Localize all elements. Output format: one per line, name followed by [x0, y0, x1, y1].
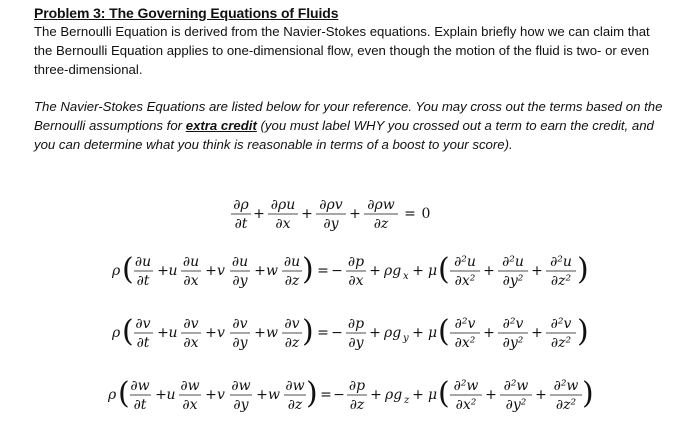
svg-text:∂t: ∂t: [136, 273, 150, 289]
svg-text:μ: μ: [428, 263, 438, 279]
svg-text:+: +: [485, 387, 497, 403]
svg-text:∂v: ∂v: [135, 316, 151, 332]
svg-text:∂w: ∂w: [231, 378, 251, 394]
svg-text:∂z: ∂z: [287, 397, 303, 413]
svg-text:∂w: ∂w: [130, 378, 150, 394]
svg-text:): ): [306, 376, 318, 411]
svg-text:∂v: ∂v: [183, 316, 199, 332]
problem-title: Problem 3: The Governing Equations of Fluids: [34, 5, 339, 21]
svg-text:∂x²: ∂x²: [455, 397, 477, 413]
svg-text:+: +: [256, 387, 268, 403]
svg-text:(: (: [438, 252, 450, 287]
svg-text:∂z²: ∂z²: [555, 397, 577, 413]
extra-credit-emphasis: extra credit: [185, 118, 257, 133]
svg-text:∂²v: ∂²v: [550, 316, 572, 332]
svg-text:0: 0: [421, 206, 431, 222]
svg-text:+: +: [155, 387, 167, 403]
svg-text:∂w: ∂w: [180, 378, 200, 394]
svg-text:μ: μ: [428, 387, 438, 403]
svg-text:+: +: [531, 325, 543, 341]
svg-text:∂y: ∂y: [232, 335, 248, 351]
svg-text:∂ρ: ∂ρ: [233, 197, 249, 213]
svg-text:+: +: [253, 206, 265, 222]
svg-text:): ): [302, 314, 314, 349]
svg-text:∂p: ∂p: [348, 378, 366, 394]
svg-text:u: u: [166, 387, 176, 403]
svg-text:∂x: ∂x: [182, 397, 198, 413]
svg-text:−: −: [331, 263, 343, 279]
note-text-after: (you must label WHY you crossed out a term to earn the credit, and you can determine what you think is reasonable in terms of a boost to your score).: [34, 118, 654, 152]
svg-text:∂ρw: ∂ρw: [367, 197, 395, 213]
svg-text:+: +: [205, 387, 217, 403]
svg-text:+: +: [412, 263, 424, 279]
svg-text:(: (: [122, 314, 134, 349]
svg-text:+: +: [157, 325, 169, 341]
svg-text:∂p: ∂p: [347, 254, 365, 270]
svg-text:∂ρu: ∂ρu: [270, 197, 296, 213]
svg-text:v: v: [217, 263, 225, 279]
svg-text:u: u: [168, 325, 178, 341]
svg-text:): ): [577, 314, 589, 349]
svg-text:∂ρv: ∂ρv: [319, 197, 343, 213]
svg-text:ρg: ρg: [384, 263, 402, 279]
svg-text:+: +: [205, 325, 217, 341]
svg-text:∂x²: ∂x²: [454, 273, 476, 289]
svg-text:=: =: [317, 325, 329, 341]
svg-text:∂²w: ∂²w: [453, 378, 479, 394]
svg-text:∂z²: ∂z²: [550, 273, 572, 289]
svg-text:+: +: [483, 263, 495, 279]
svg-text:∂v: ∂v: [232, 316, 248, 332]
svg-text:∂y²: ∂y²: [502, 335, 524, 351]
svg-text:w: w: [268, 387, 280, 403]
momentum-equation-z: [104, 373, 598, 417]
svg-text:+: +: [205, 263, 217, 279]
momentum-equation-x: [108, 249, 598, 293]
svg-text:∂x: ∂x: [183, 335, 199, 351]
svg-text:w: w: [266, 263, 278, 279]
svg-text:∂u: ∂u: [283, 254, 301, 270]
svg-text:∂y²: ∂y²: [505, 397, 527, 413]
svg-text:∂t: ∂t: [133, 397, 147, 413]
svg-text:=: =: [404, 206, 416, 222]
svg-text:∂x: ∂x: [275, 216, 291, 232]
svg-text:+: +: [531, 263, 543, 279]
svg-text:+: +: [370, 387, 382, 403]
svg-text:−: −: [333, 387, 345, 403]
svg-text:+: +: [483, 325, 495, 341]
svg-text:∂²v: ∂²v: [454, 316, 476, 332]
svg-text:+: +: [349, 206, 361, 222]
svg-text:∂v: ∂v: [284, 316, 300, 332]
svg-text:+: +: [254, 263, 266, 279]
svg-text:(: (: [118, 376, 130, 411]
problem-intro: The Bernoulli Equation is derived from the Navier-Stokes equations. Explain briefly how we can claim that the Bernoulli Equation applies to one-dimensional flow, even though the motion of the fluid is two- or even three-dimensional.: [34, 24, 650, 77]
svg-text:u: u: [168, 263, 178, 279]
svg-text:): ): [582, 376, 594, 411]
svg-text:ρ: ρ: [112, 325, 121, 341]
svg-text:∂t: ∂t: [234, 216, 248, 232]
svg-text:∂x: ∂x: [348, 273, 364, 289]
svg-text:∂w: ∂w: [285, 378, 305, 394]
svg-text:+: +: [369, 325, 381, 341]
svg-text:∂p: ∂p: [347, 316, 365, 332]
svg-text:∂y: ∂y: [232, 273, 248, 289]
svg-text:(: (: [438, 376, 450, 411]
svg-text:∂u: ∂u: [231, 254, 249, 270]
svg-text:∂u: ∂u: [182, 254, 200, 270]
svg-text:∂z: ∂z: [373, 216, 389, 232]
svg-text:(: (: [438, 314, 450, 349]
svg-text:∂z²: ∂z²: [550, 335, 572, 351]
svg-text:ρ: ρ: [112, 263, 121, 279]
svg-text:∂x²: ∂x²: [454, 335, 476, 351]
svg-text:∂²w: ∂²w: [503, 378, 529, 394]
svg-text:∂z: ∂z: [284, 335, 300, 351]
svg-text:ρg: ρg: [384, 325, 402, 341]
svg-text:): ): [577, 252, 589, 287]
svg-text:v: v: [217, 387, 225, 403]
svg-text:(: (: [122, 252, 134, 287]
svg-text:∂u: ∂u: [134, 254, 152, 270]
problem-note: [34, 97, 664, 154]
svg-text:x: x: [403, 271, 409, 282]
svg-text:w: w: [266, 325, 278, 341]
svg-text:μ: μ: [428, 325, 438, 341]
continuity-equation: [230, 192, 450, 236]
svg-text:∂y: ∂y: [323, 216, 339, 232]
svg-text:∂x: ∂x: [183, 273, 199, 289]
svg-text:y: y: [403, 333, 409, 344]
svg-text:∂²u: ∂²u: [502, 254, 524, 270]
svg-text:∂y: ∂y: [348, 335, 364, 351]
svg-text:ρ: ρ: [108, 387, 117, 403]
svg-text:z: z: [404, 395, 410, 406]
momentum-equation-y: [108, 311, 598, 355]
svg-text:+: +: [369, 263, 381, 279]
svg-text:∂²u: ∂²u: [550, 254, 572, 270]
svg-text:+: +: [535, 387, 547, 403]
svg-text:∂z: ∂z: [284, 273, 300, 289]
svg-text:+: +: [254, 325, 266, 341]
svg-text:=: =: [317, 263, 329, 279]
svg-text:∂²w: ∂²w: [553, 378, 579, 394]
svg-text:=: =: [320, 387, 332, 403]
svg-text:∂y: ∂y: [233, 397, 249, 413]
svg-text:−: −: [331, 325, 343, 341]
svg-text:+: +: [157, 263, 169, 279]
svg-text:): ): [302, 252, 314, 287]
note-text-before: The Navier-Stokes Equations are listed below for your reference. You may cross out the terms based on the Bernoulli assumptions for: [34, 99, 663, 133]
svg-text:v: v: [217, 325, 225, 341]
svg-text:+: +: [412, 325, 424, 341]
svg-text:∂y²: ∂y²: [502, 273, 524, 289]
svg-text:+: +: [412, 387, 424, 403]
svg-text:∂²u: ∂²u: [454, 254, 476, 270]
svg-text:∂²v: ∂²v: [502, 316, 524, 332]
svg-text:ρg: ρg: [385, 387, 403, 403]
svg-text:∂z: ∂z: [349, 397, 365, 413]
svg-text:+: +: [301, 206, 313, 222]
svg-text:∂t: ∂t: [136, 335, 150, 351]
